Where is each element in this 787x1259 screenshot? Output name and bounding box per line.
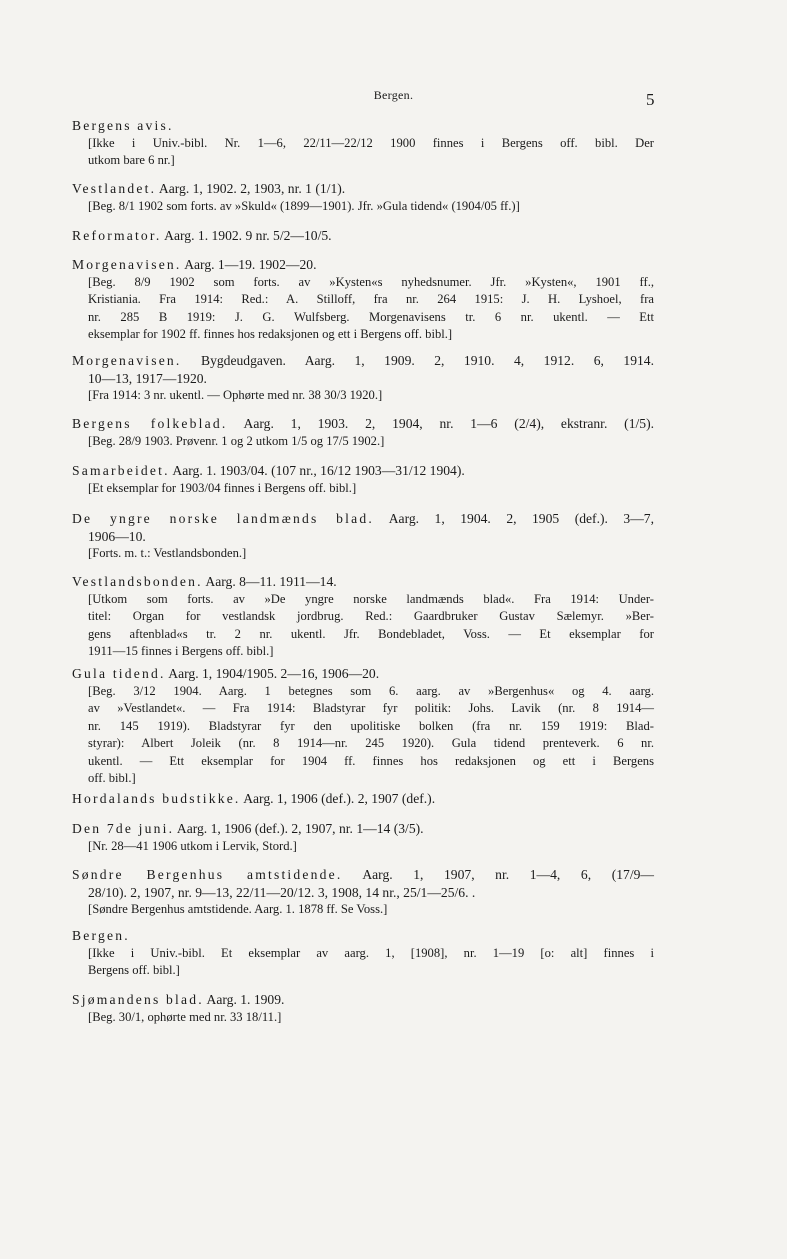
entry-reformator <box>72 227 654 245</box>
entry-head: Aarg. 1, 1906 (def.). 2, 1907 (def.). <box>243 791 436 806</box>
note-line: [Utkom som forts. av »De yngre norske landmænds blad«. Fra 1914: Under- <box>88 591 654 606</box>
entry-hordalands-budstikke <box>72 790 654 808</box>
running-head: Bergen. <box>373 88 414 102</box>
entry-bergens-avis <box>72 117 654 170</box>
entry-title: Vestlandet. <box>72 181 157 196</box>
entry-head: Aarg. 1. 1902. 9 nr. 5/2—10/5. <box>164 228 332 243</box>
entry-title: Morgenavisen. <box>72 353 182 368</box>
entry-title: Søndre Bergenhus amtstidende. <box>72 867 343 882</box>
entry-head: Aarg. 1, 1902. 2, 1903, nr. 1 (1/1). <box>158 181 346 196</box>
note-line: [Søndre Bergenhus amtstidende. Aarg. 1. 1878 ff. Se Voss.] <box>88 902 388 916</box>
entry-title: Bergens avis. <box>72 118 174 133</box>
note-line: Bergens off. bibl.] <box>88 963 180 977</box>
note-line: [Beg. 8/9 1902 som forts. av »Kysten«s nyhedsnumer. Jfr. »Kysten«, 1901 ff., <box>88 274 654 289</box>
note-line: off. bibl.] <box>88 771 136 785</box>
entry-sondre-bergenhus <box>72 866 654 919</box>
entry-head: Aarg. 1, 1903. 2, 1904, nr. 1—6 (2/4), ekstranr. (1/5). <box>243 416 654 431</box>
entry-title: Vestlandsbonden. <box>72 574 203 589</box>
entry-head: Aarg. 1, 1907, nr. 1—4, 6, (17/9— <box>362 867 654 882</box>
entry-title: Hordalands budstikke. <box>72 791 241 806</box>
entry-head: Aarg. 1, 1904/1905. 2—16, 1906—20. <box>168 666 380 681</box>
entry-den-7de-juni <box>72 820 654 855</box>
note-line: [Beg. 8/1 1902 som forts. av »Skuld« (1899—1901). Jfr. »Gula tidend« (1904/05 ff.)] <box>88 198 520 213</box>
note-line: utkom bare 6 nr.] <box>88 153 175 167</box>
entry-de-yngre-norske <box>72 510 654 563</box>
entry-head: Aarg. 1, 1904. 2, 1905 (def.). 3—7, <box>388 511 654 526</box>
note-line: titel: Organ for vestlandsk jordbrug. Red.: Gaardbruker Gustav Sælemyr. »Ber- <box>88 609 654 623</box>
entry-title: Reformator. <box>72 228 162 243</box>
entry-title: Sjømandens blad. <box>72 992 204 1007</box>
entry-head: Bygdeudgaven. Aarg. 1, 1909. 2, 1910. 4, 1912. 6, 1914. <box>201 353 654 368</box>
entry-title: Samarbeidet. <box>72 463 170 478</box>
note-line: [Beg. 3/12 1904. Aarg. 1 betegnes som 6. aarg. av »Bergenhus« og 4. aarg. <box>88 683 654 698</box>
entry-head: Aarg. 1. 1903/04. (107 nr., 16/12 1903—31/12 1904). <box>172 463 465 478</box>
entry-head: Aarg. 8—11. 1911—14. <box>205 574 337 589</box>
note-line: 1911—15 finnes i Bergens off. bibl.] <box>88 644 274 658</box>
note-line: [Ikke i Univ.-bibl. Et eksemplar av aarg. 1, [1908], nr. 1—19 [o: alt] finnes i <box>88 945 654 960</box>
note-line: [Et eksemplar for 1903/04 finnes i Bergens off. bibl.] <box>88 480 357 495</box>
note-line: Kristiania. Fra 1914: Red.: A. Stilloff, fra nr. 264 1915: J. H. Lyshoel, fra <box>88 292 654 306</box>
entry-bergen <box>72 927 654 980</box>
note-line: [Beg. 30/1, ophørte med nr. 33 18/11.] <box>88 1009 282 1024</box>
entry-sjomandens-blad <box>72 991 654 1026</box>
entry-title: Gula tidend. <box>72 666 166 681</box>
entry-head-cont: 28/10). 2, 1907, nr. 9—13, 22/11—20/12. 3, 1908, 14 nr., 25/1—25/6. . <box>88 884 476 900</box>
note-line: [Forts. m. t.: Vestlandsbonden.] <box>88 546 247 560</box>
note-line: [Ikke i Univ.-bibl. Nr. 1—6, 22/11—22/12 1900 finnes i Bergens off. bibl. Der <box>88 135 654 150</box>
entry-title: Bergens folkeblad. <box>72 416 228 431</box>
entry-head-cont: 10—13, 1917—1920. <box>88 370 207 386</box>
entry-bergens-folkeblad <box>72 415 654 450</box>
note-line: gens aftenblad«s tr. 2 nr. ukentl. Jfr. Bondebladet, Voss. — Et eksemplar for <box>88 626 654 641</box>
note-line: nr. 285 B 1919: J. G. Wulfsberg. Morgenavisens tr. 6 nr. ukentl. — Ett <box>88 309 654 324</box>
entry-morgenavisen <box>72 256 654 344</box>
entry-vestlandsbonden <box>72 573 654 661</box>
note-line: [Fra 1914: 3 nr. ukentl. — Ophørte med nr. 38 30/3 1920.] <box>88 388 383 402</box>
entry-head: Aarg. 1—19. 1902—20. <box>184 257 317 272</box>
entry-vestlandet <box>72 180 654 215</box>
note-line: eksemplar for 1902 ff. finnes hos redaksjonen og ett i Bergens off. bibl.] <box>88 327 453 341</box>
entry-title: De yngre norske landmænds blad. <box>72 511 374 526</box>
page-number: 5 <box>646 90 655 109</box>
entry-title: Bergen. <box>72 928 130 943</box>
note-line: ukentl. — Ett eksemplar for 1904 ff. finnes hos redaksjonen og ett i Bergens <box>88 753 654 768</box>
entry-head: Aarg. 1, 1906 (def.). 2, 1907, nr. 1—14 (3/5). <box>176 821 424 836</box>
entry-gula-tidend <box>72 665 654 788</box>
note-line: [Nr. 28—41 1906 utkom i Lervik, Stord.] <box>88 838 297 853</box>
entry-title: Morgenavisen. <box>72 257 182 272</box>
entry-morgenavisen-bygdeudgaven <box>72 352 654 405</box>
entry-head: Aarg. 1. 1909. <box>206 992 285 1007</box>
entry-samarbeidet <box>72 462 654 497</box>
note-line: styrar): Albert Joleik (nr. 8 1914—nr. 245 1920). Gula tidend prenteverk. 6 nr. <box>88 736 654 750</box>
note-line: nr. 145 1919). Bladstyrar fyr den upolitiske bolken (fra nr. 159 1919: Blad- <box>88 718 654 733</box>
entry-head-cont: 1906—10. <box>88 528 146 544</box>
entry-title: Den 7de juni. <box>72 821 175 836</box>
note-line: [Beg. 28/9 1903. Prøvenr. 1 og 2 utkom 1/5 og 17/5 1902.] <box>88 433 385 448</box>
note-line: av »Vestlandet«. — Fra 1914: Bladstyrar fyr politik: Johs. Lavik (nr. 8 1914— <box>88 701 654 715</box>
